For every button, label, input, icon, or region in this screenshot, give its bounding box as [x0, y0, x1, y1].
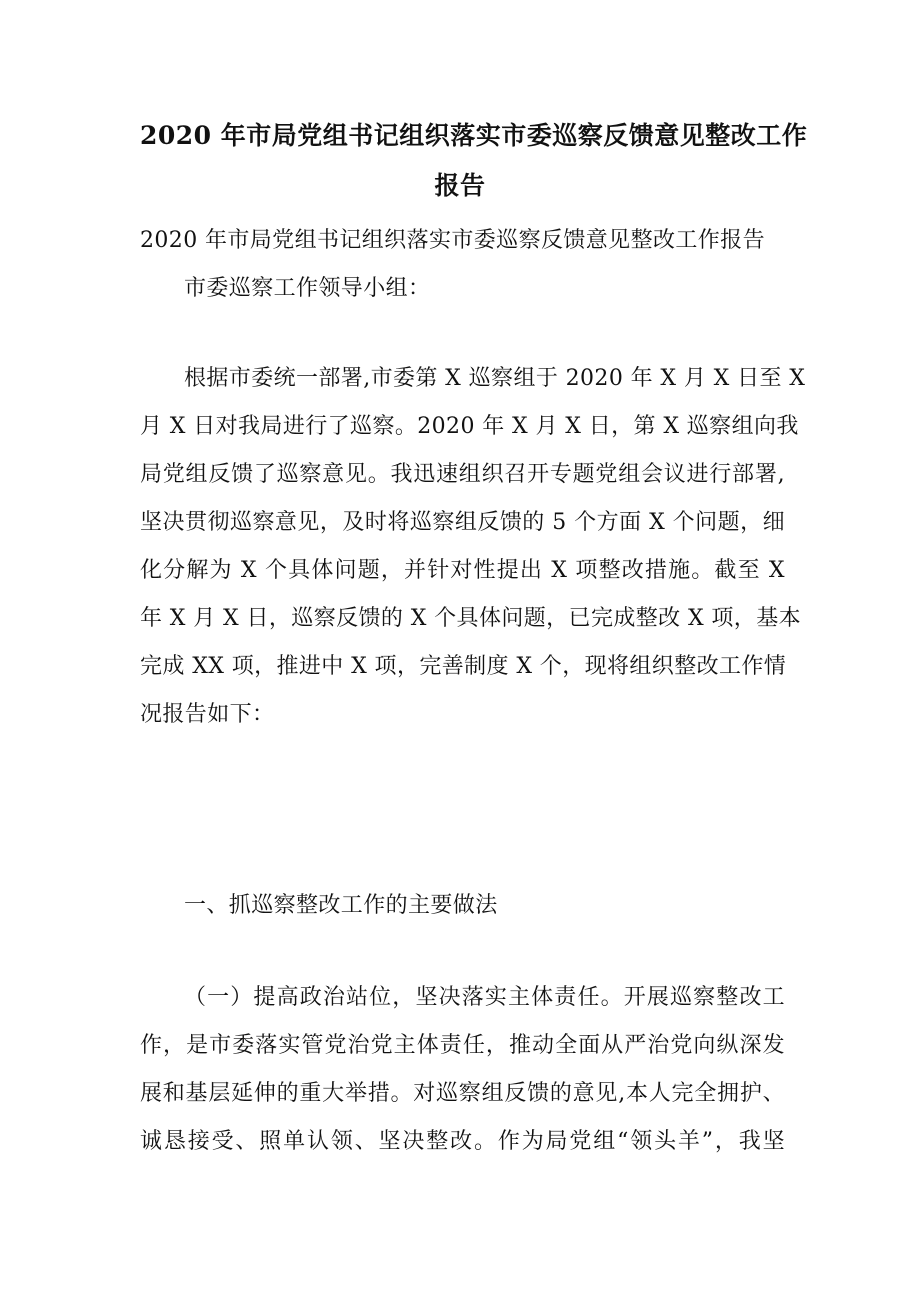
intro-line: 局党组反馈了巡察意见。我迅速组织召开专题党组会议进行部署,: [140, 462, 785, 487]
section-1-line: 诚恳接受、照单认领、坚决整改。作为局党组“领头羊”，我坚: [140, 1129, 785, 1154]
document-title-line-2: 报告: [434, 171, 486, 200]
intro-line: 况报告如下：: [140, 702, 275, 727]
intro-line: 年 X 月 X 日，巡察反馈的 X 个具体问题，已完成整改 X 项，基本: [140, 606, 801, 631]
section-1-line: 展和基层延伸的重大举措。对巡察组反馈的意见,本人完全拥护、: [140, 1081, 785, 1106]
section-heading: [140, 882, 785, 930]
subtitle-text: 2020 年市局党组书记组织落实市委巡察反馈意见整改工作报告: [140, 228, 765, 253]
intro-line: 化分解为 X 个具体问题，并针对性提出 X 项整改措施。截至 X: [140, 558, 785, 583]
intro-line: 月 X 日对我局进行了巡察。2020 年 X 月 X 日，第 X 巡察组向我: [140, 414, 799, 439]
intro-line: 根据市委统一部署,市委第 X 巡察组于 2020 年 X 月 X 日至 X: [184, 366, 806, 391]
section-1-line: 作，是市委落实管党治党主体责任，推动全面从严治党向纵深发: [140, 1033, 785, 1058]
salutation-text: 市委巡察工作领导小组：: [184, 276, 431, 301]
document-subtitle: [140, 217, 785, 265]
section-1-paragraph: [140, 974, 785, 1166]
section-1-line: （一）提高政治站位，坚决落实主体责任。开展巡察整改工: [184, 985, 785, 1010]
intro-line: 坚决贯彻巡察意见，及时将巡察组反馈的 5 个方面 X 个问题，细: [140, 510, 785, 535]
salutation: [140, 265, 785, 313]
section-heading-text: 一、抓巡察整改工作的主要做法: [184, 893, 498, 918]
intro-line: 完成 XX 项，推进中 X 项，完善制度 X 个，现将组织整改工作情: [140, 654, 787, 679]
intro-paragraph: [140, 355, 806, 739]
document-title-line-1: 2020 年市局党组书记组织落实市委巡察反馈意见整改工作: [140, 121, 808, 150]
